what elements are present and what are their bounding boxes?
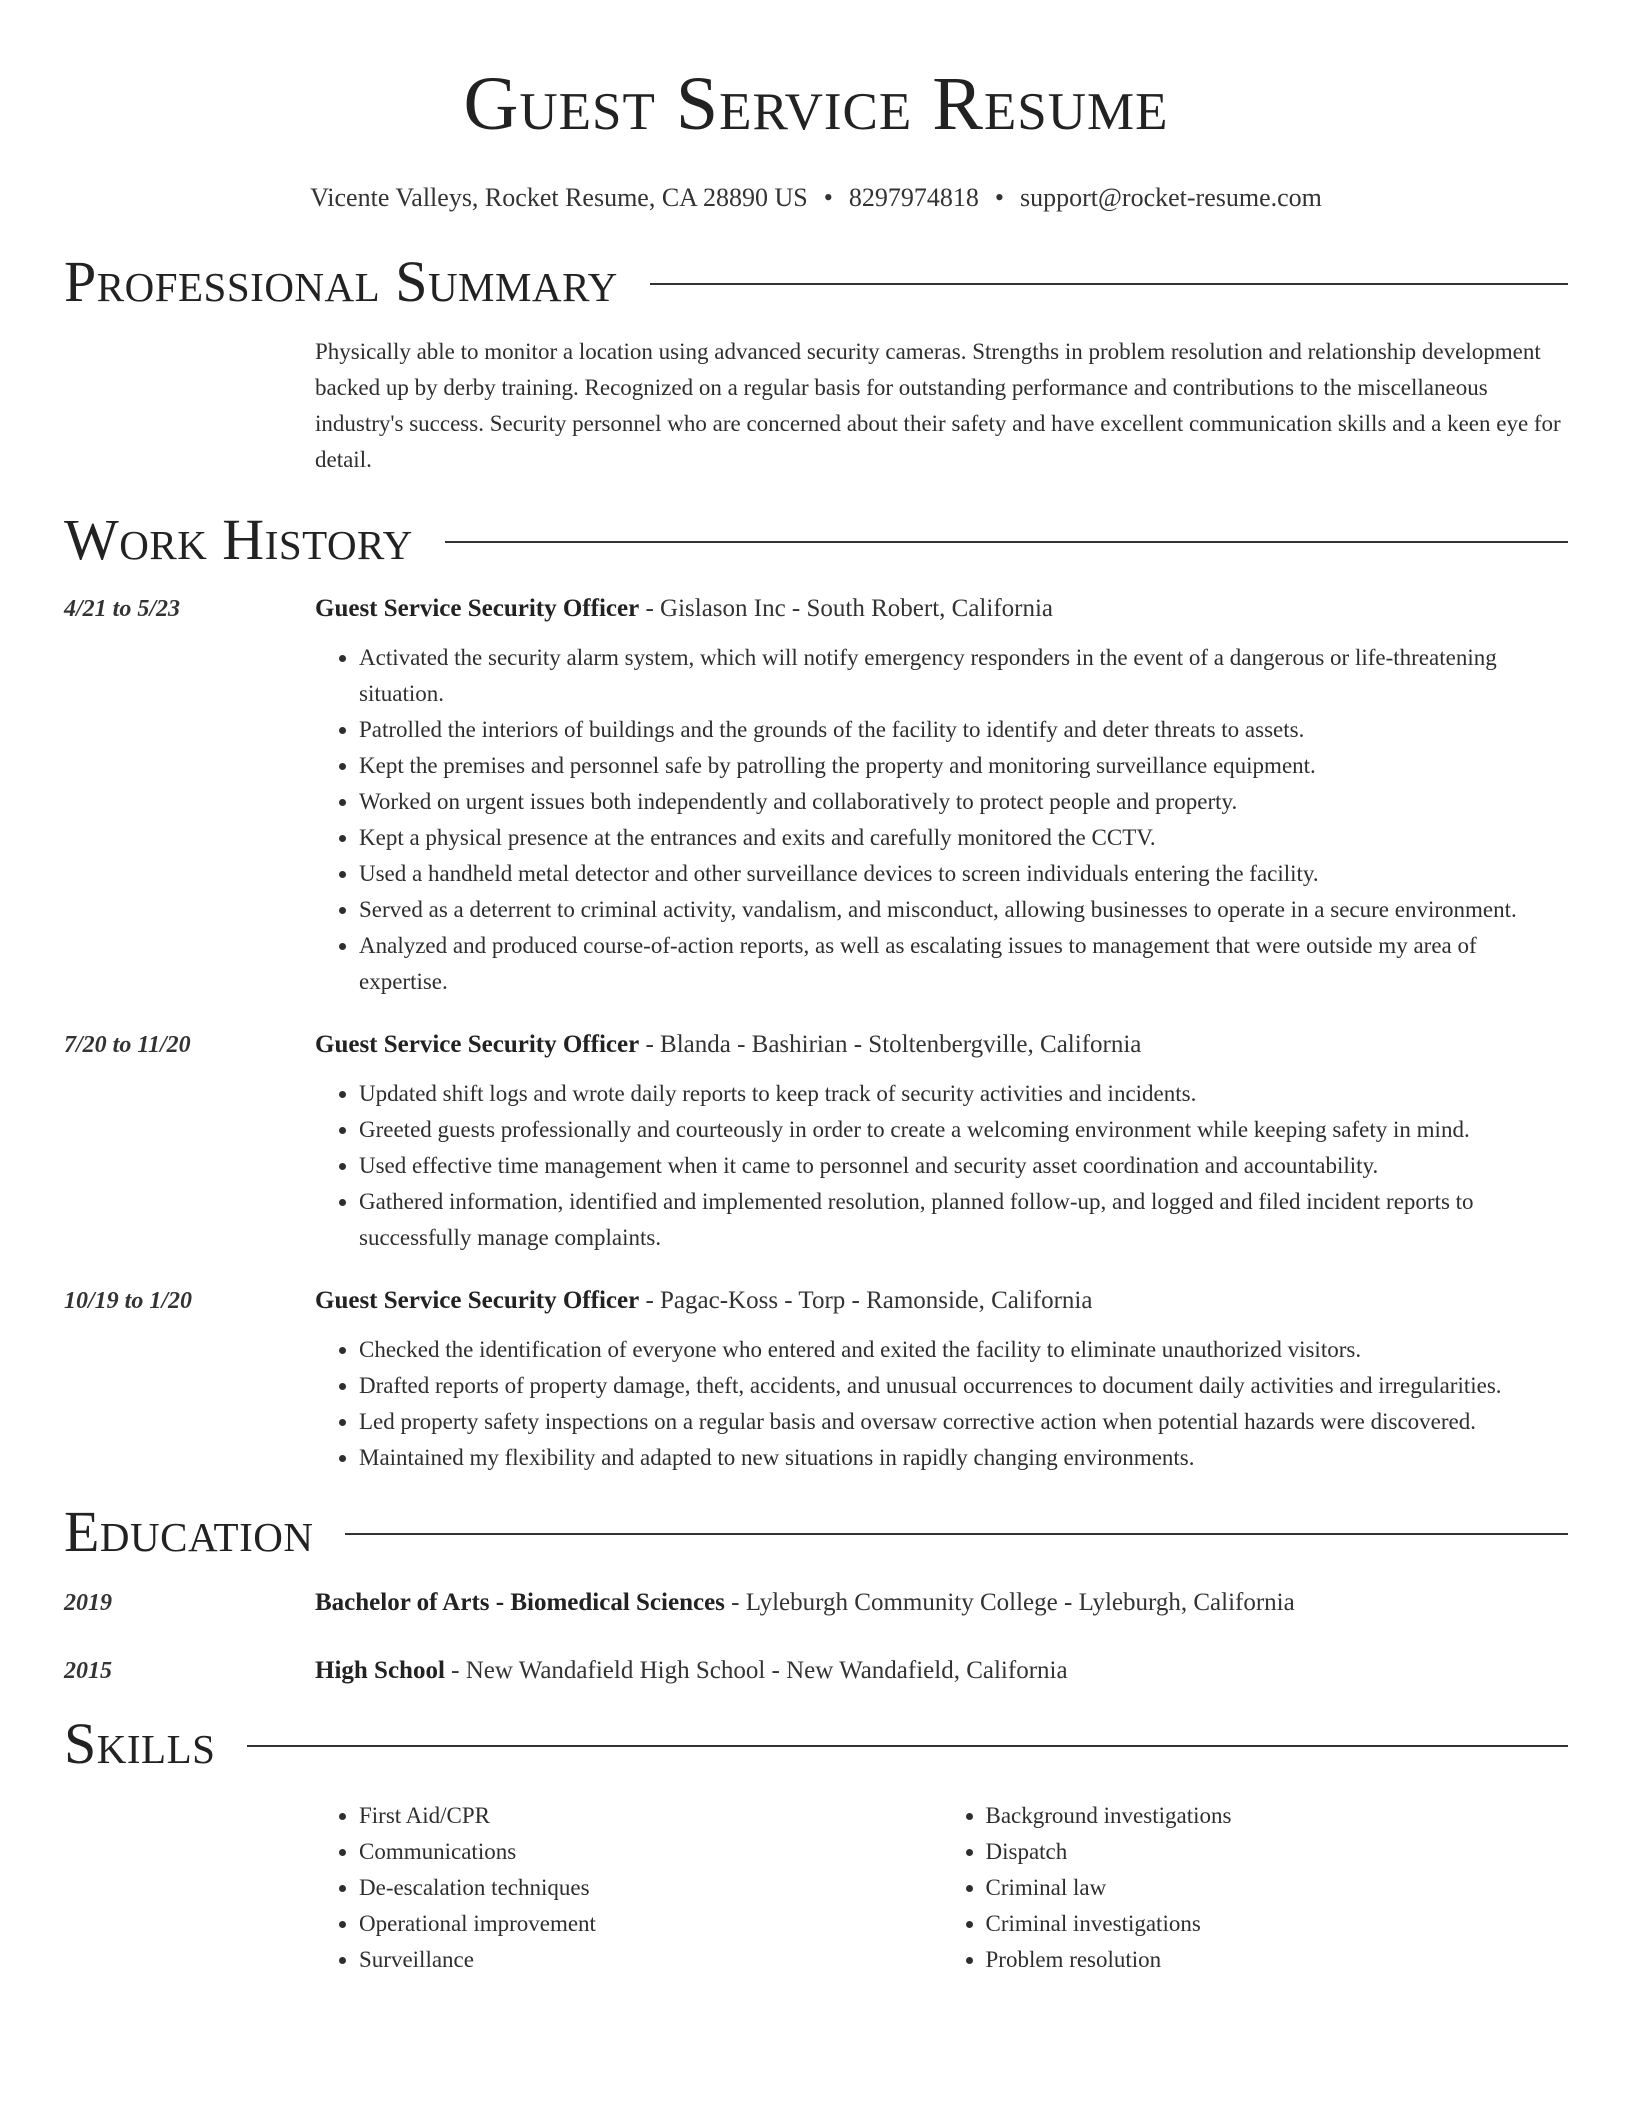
job-bullet: • Used effective time management when it came to personnel and security asset coordination and accountability. [359, 1148, 1568, 1184]
education-entry [64, 1654, 1568, 1688]
job-bullet: • Patrolled the interiors of buildings and the grounds of the facility to identify and deter threats to assets. [359, 712, 1568, 748]
job-details: - Blanda - Bashirian - Stoltenbergville, California [639, 1031, 1142, 1058]
education-heading: Education [64, 1499, 314, 1564]
contact-separator: • [823, 183, 833, 212]
contact-address: Vicente Valleys, Rocket Resume, CA 28890 US [310, 183, 808, 212]
education-year: 2015 [64, 1658, 112, 1684]
contact-phone: 8297974818 [848, 183, 979, 212]
job-dates: 10/19 to 1/20 [64, 1288, 193, 1314]
job-bullet: • Led property safety inspections on a regular basis and oversaw corrective action when potential hazards were discovered. [359, 1404, 1568, 1440]
education-entry [64, 1586, 1568, 1620]
skills-list [315, 1798, 1568, 1978]
contact-line [64, 182, 1568, 214]
resume-title: Guest Service Resume [463, 62, 1169, 146]
education-details: - New Wandafield High School - New Wandafield, California [444, 1657, 1068, 1684]
job-details: - Pagac-Koss - Torp - Ramonside, California [639, 1287, 1093, 1314]
job-bullets [315, 1076, 1568, 1256]
job-header [315, 592, 1568, 626]
job-dates: 7/20 to 11/20 [64, 1032, 191, 1058]
job-bullet: • Used a handheld metal detector and other surveillance devices to screen individuals entering the facility. [359, 856, 1568, 892]
job-bullet: • Gathered information, identified and implemented resolution, planned follow-up, and logged and filed incident reports to successfully manage complaints. [359, 1184, 1568, 1256]
skill-item: • Operational improvement [359, 1906, 942, 1942]
job-bullet: • Maintained my flexibility and adapted to new situations in rapidly changing environments. [359, 1440, 1568, 1476]
job-details: - Gislason Inc - South Robert, California [639, 595, 1054, 622]
skills-heading: Skills [64, 1711, 216, 1776]
skill-item: • Problem resolution [986, 1942, 1569, 1978]
education-degree: High School [315, 1657, 445, 1684]
skills-column-left [315, 1798, 942, 1978]
job-bullet: • Drafted reports of property damage, theft, accidents, and unusual occurrences to document daily activities and irregularities. [359, 1368, 1568, 1404]
summary-heading: Professional Summary [64, 249, 618, 314]
education-details: - Lyleburgh Community College - Lyleburgh, California [724, 1589, 1295, 1616]
skill-item: • Surveillance [359, 1942, 942, 1978]
job-entry [64, 1028, 1568, 1256]
job-bullet: • Activated the security alarm system, which will notify emergency responders in the event of a dangerous or life-threatening situation. [359, 640, 1568, 712]
job-bullet: • Served as a deterrent to criminal activity, vandalism, and misconduct, allowing businesses to operate in a secure environment. [359, 892, 1568, 928]
job-bullets [315, 640, 1568, 1000]
skill-item: • Dispatch [986, 1834, 1569, 1870]
education-year: 2019 [64, 1590, 112, 1616]
job-entry [64, 1284, 1568, 1476]
skill-item: • Criminal investigations [986, 1906, 1569, 1942]
job-header [315, 1284, 1568, 1318]
section-divider [445, 541, 1568, 543]
contact-separator: • [994, 183, 1004, 212]
work-heading: Work History [64, 507, 413, 572]
job-bullet: • Updated shift logs and wrote daily reports to keep track of security activities and incidents. [359, 1076, 1568, 1112]
skill-item: • Background investigations [986, 1798, 1569, 1834]
job-bullet: • Worked on urgent issues both independently and collaboratively to protect people and property. [359, 784, 1568, 820]
job-header [315, 1028, 1568, 1062]
skill-item: • First Aid/CPR [359, 1798, 942, 1834]
education-header [315, 1586, 1568, 1620]
section-divider [247, 1745, 1568, 1747]
job-title: Guest Service Security Officer [315, 595, 640, 622]
job-bullet: • Checked the identification of everyone who entered and exited the facility to eliminate unauthorized visitors. [359, 1332, 1568, 1368]
job-entry [64, 592, 1568, 1000]
job-title: Guest Service Security Officer [315, 1031, 640, 1058]
summary-text: Physically able to monitor a location using advanced security cameras. Strengths in problem resolution and relationship development backed up by derby training. Recognized on a regular basis for outstanding performance and contributions to the miscellaneous industry's success. Security personnel who are concerned about their safety and have excellent communication skills and a keen eye for detail. [315, 339, 1561, 472]
job-bullet: • Kept the premises and personnel safe by patrolling the property and monitoring surveillance equipment. [359, 748, 1568, 784]
skill-item: • Criminal law [986, 1870, 1569, 1906]
job-bullets [315, 1332, 1568, 1476]
job-bullet: • Analyzed and produced course-of-action reports, as well as escalating issues to management that were outside my area of expertise. [359, 928, 1568, 1000]
skills-column-right [942, 1798, 1569, 1978]
summary-section-header [64, 250, 1568, 314]
education-degree: Bachelor of Arts - Biomedical Sciences [315, 1589, 725, 1616]
skill-item: • Communications [359, 1834, 942, 1870]
work-section-header [64, 508, 1568, 572]
education-section-header [64, 1500, 1568, 1564]
job-title: Guest Service Security Officer [315, 1287, 640, 1314]
job-dates: 4/21 to 5/23 [64, 596, 181, 622]
job-bullet: • Kept a physical presence at the entrances and exits and carefully monitored the CCTV. [359, 820, 1568, 856]
skills-section-header [64, 1712, 1568, 1776]
contact-email: support@rocket-resume.com [1019, 183, 1322, 212]
section-divider [650, 283, 1568, 285]
section-divider [345, 1533, 1568, 1535]
education-header [315, 1654, 1568, 1688]
job-bullet: • Greeted guests professionally and courteously in order to create a welcoming environment while keeping safety in mind. [359, 1112, 1568, 1148]
skill-item: • De-escalation techniques [359, 1870, 942, 1906]
